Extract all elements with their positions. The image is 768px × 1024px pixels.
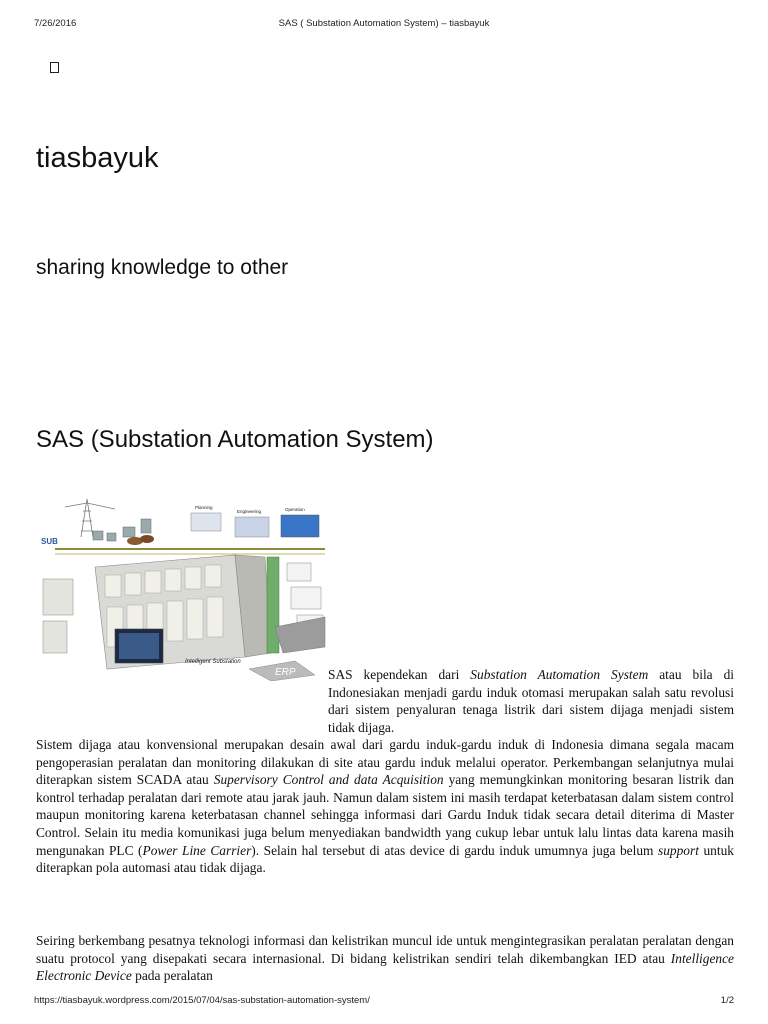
print-url: https://tiasbayuk.wordpress.com/2015/07/04/sas-substation-automation-system/ <box>34 995 370 1006</box>
brand-label: SUB <box>41 537 58 546</box>
print-doc-title: SAS ( Substation Automation System) – tiasbayuk <box>278 18 490 29</box>
erp-label: ERP <box>275 667 296 678</box>
print-date: 7/26/2016 <box>34 18 77 29</box>
post-paragraph-2: Sistem dijaga atau konvensional merupakan desain awal dari gardu induk-gardu induk di Indonesia dimana segala macam pengoperasian peralatan dan monitoring dilakukan di site atau gardu induk melalui operator. Perkembangan selanjutnya mulai diterapkan sistem SCADA atau Supervisory Control and data Acquisition yang memungkinkan monitoring besaran listrik dan kontrol terhadap peralatan dari remote atau jarak jauh. Namun dalam sistem ini masih terdapat keterbatasan dalam sistem control maupun monitoring karena keterbatasan channel sehingga informasi dari Gardu Induk tidak secara detail diterima di Master Control. Selain itu media komunikasi juga belum menyediakan bandwidth yang cukup lebar untuk lalu lintas data karena masih mengunakan PLC (Power Line Carrier). Selain hal tersebut di atas device di gardu induk umumnya juga belum support untuk diterapkan pola automasi atau tidak dijaga. <box>36 737 734 876</box>
post-intro: SAS kependekan dari Substation Automation System atau bila di Indonesiakan menjadi gardu induk otomasi merupakan salah satu revolusi dari sistem penyaluran tenaga listrik dari sistem dijaga menjadi sistem tidak dijaga. <box>328 667 735 735</box>
menu-icon[interactable] <box>50 62 59 73</box>
operation-label: Operation <box>285 507 305 512</box>
post-paragraph-3: Seiring berkembang pesatnya teknologi informasi dan kelistrikan muncul ide untuk mengintegrasikan peralatan peralatan dengan suatu protocol yang disepakati secara internasional. Di bidang kelistrikan sendiri telah dikembangkan IED atau Intelligence Electronic Device pada peralatan <box>36 933 734 984</box>
engineering-label: Engineering <box>237 509 262 514</box>
post-title: SAS (Substation Automation System) <box>36 426 434 453</box>
planning-label: Planning <box>195 505 213 510</box>
substation-automation-figure <box>35 497 327 681</box>
blog-title[interactable]: tiasbayuk <box>36 142 159 174</box>
blog-tagline: sharing knowledge to other <box>36 256 289 279</box>
figure-caption: Intelligent Substation <box>185 659 241 665</box>
page-number: 1/2 <box>720 995 734 1006</box>
